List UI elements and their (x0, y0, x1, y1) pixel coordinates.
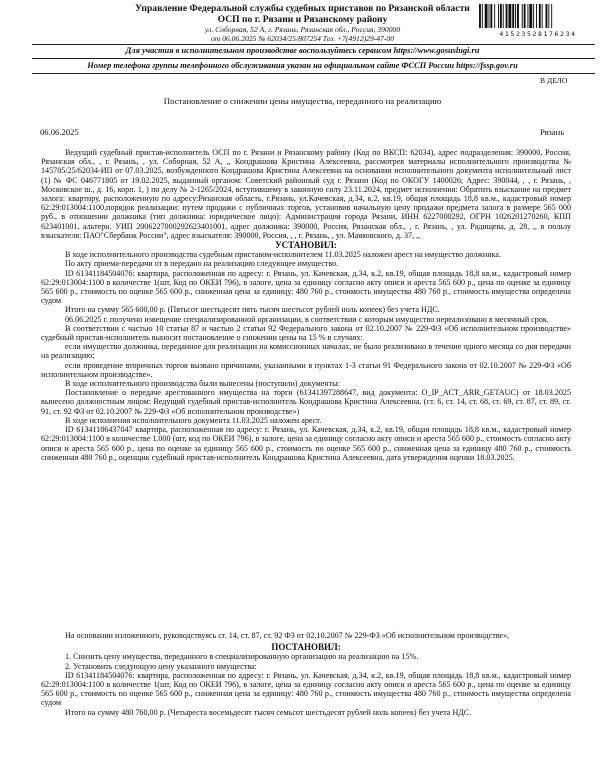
barcode-bar (508, 4, 511, 28)
barcode-bar (479, 4, 481, 28)
barcode-bar (539, 4, 541, 28)
body-paragraph: Итого на сумму 480 760,00 р. (Четыреста восемьдесят тысяч семьсот шестьдесят рублей ноль копеек) без учета НДС. (65, 707, 472, 717)
header-divider (32, 73, 595, 74)
body-paragraph: 06.06.2025 г. получено извещение специализированной организации, в соответствии с которым имущество нереализовано в месячный срок. (65, 314, 549, 324)
body-paragraph: Итого на сумму 565 600,00 р. (Пятьсот шестьдесят пять тысяч шестьсот рублей ноль копеек) без учета НДС. (65, 305, 440, 315)
department-address: ул. Соборная, 52 А, г. Рязань, Рязанская обл., Россия, 390000 (204, 25, 401, 34)
barcode-bar (489, 4, 490, 28)
barcode-bar (498, 4, 499, 28)
barcode (478, 4, 598, 28)
barcode-bar (482, 4, 483, 28)
barcode-bar (542, 4, 543, 28)
agency-name: Управление Федеральной службы судебных приставов по Рязанской области (135, 3, 470, 14)
resolved-heading: ПОСТАНОВИЛ: (271, 642, 341, 653)
body-paragraph: На основании изложенного, руководствуясь ст. 14, ст. 87, ст. 92 ФЗ от 02.10.2007 № 229-ФЗ «Об исполнительном производстве», (65, 631, 510, 640)
header-divider (32, 58, 595, 59)
property-item: ID 61341184504076: квартира, расположенная по адресу: г. Рязань, ул. Качевская, д.34, к.2, кв.19, общая площадь 18,8 кв.м., кадастровый номер 62:29:013004:1100 в количестве 1(шт, Код по ОКЕИ 796), в залоге, цена за единицу согласно акту описи и ареста 565 600 р., цена по оценке за единицу 565 600 р., стоимость по оценке 565 600 р., сниженная цена за единицу: 480 760 р., стоимость имущества 480 760 р., стоимость имущества определена судом (41, 670, 571, 708)
barcode-bar (506, 4, 508, 28)
resolution-item: 1. Снизить цену имущества, переданного в специализированную организацию на реализацию на 15%. (65, 652, 419, 662)
barcode-bar (503, 4, 504, 28)
barcode-bar (533, 4, 534, 28)
document-city: Рязань (540, 127, 565, 137)
barcode-bar (512, 4, 514, 28)
department-name: ОСП по г. Рязани и Рязанскому району (217, 14, 388, 25)
property-item: ID 61341186437047 квартира, расположенная по адресу: г. Рязань, ул. Качевская, д.34, к.2, кв.19, общая площадь 18,8 кв.м., кадастровый номер 62:29:013004:1100 в количестве 1.000 (шт, код по ОКЕИ 796), в залоге, цена за единицу согласно акту описи и ареста 565 600 р., стоимость согласно акту описи и ареста 565 600 р., цена по оценке за единицу 565 600 р., стоимость по оценке 565 600 р., сниженная цена за единицу 480 760 р., стоимость сниженная 480 760 р., оценщик судебный пристав-исполнитель Кондрашова Кристина Алексеевна, дата утверждения оценки 18.03.2025. (41, 425, 571, 462)
document-date: 06.06.2025 (40, 127, 79, 137)
resolution-item: 2. Установить следующую цену указанного имущества: (65, 661, 257, 671)
barcode-bar (527, 4, 528, 28)
filing-mark: В ДЕЛО (540, 76, 568, 85)
body-paragraph: По акту приема-передачи от в передано на реализацию следующее имущество. (65, 259, 339, 269)
barcode-bar (524, 4, 526, 28)
barcode-bar (546, 4, 548, 28)
barcode-number: 41523528176234 (499, 30, 577, 38)
document-title: Постановление о снижении цены имущества, переданного на реализацию (163, 96, 442, 106)
phone-notice: Номер телефона группы телефонного обслуживания указан на официальном сайте ФССП России https://fssp.gov.ru (87, 61, 518, 70)
barcode-bar (485, 4, 488, 28)
barcode-bar (515, 4, 516, 28)
document-reference: от 06.06.2025 № 62034/25/807254 Тел. +7(4912)29-47-00 (210, 34, 395, 43)
barcode-bar (536, 4, 537, 28)
body-paragraph: В ходе исполнительного производства судебным приставом-исполнителем 11.03.2025 наложен арест на имущество должника. (65, 250, 501, 260)
document-body (41, 148, 571, 462)
barcode-bar (529, 4, 532, 28)
barcode-bar (517, 4, 519, 28)
barcode-bar (548, 4, 549, 28)
header-divider (32, 44, 595, 45)
body-paragraph: В ходе исполнения исполнительного документа 11.03.2025 наложен арест. (65, 415, 322, 425)
barcode-bar (522, 4, 523, 28)
body-paragraph: если проведение вторичных торгов вызвано причинами, указанными в пунктах 1-3 статьи 91 Федерального закона от 02.10.2007 № 229-ФЗ «Об исполнительном производстве». (41, 360, 571, 379)
barcode-bar (490, 4, 492, 28)
intro-paragraph: Ведущий судебный пристав-исполнитель ОСП по г. Рязани и Рязанскому району (Код по ВКСП: 62034), адрес подразделения: 390000, Россия, Рязанская обл., , г. Рязань, , ул. Соборная, 52 А, ,, Кондрашова Кристина Алексеевна, рассмотрев материалы исполнительного производства № 145705/25/62034-ИП от 07.03.2025, возбужденного Кондрашова Кристина Алексеевна на основании исполнительного документа исполнительный лист (1) № ФС 046771805 от 19.02.2025, выданный органом: Советский районный суд г. Рязани (Код по ОКОГУ 1400026; Адрес: 390044, , , г. Рязань, , Московское ш., д. 16, корп. 1, ) по делу № 2-1265/2024, вступившему в законную силу 23.11.2024, предмет исполнения: Обратить взыскание на предмет залога: квартиру, расположенную по адресу:Рязанская область, г.Рязань, ул.Качевская, д.34, к.2, кв.19, общая площадь 18,8 кв.м., кадастровый номер 62:29:013004:1100,порядок реализации: путем продажи с публичных торгов, установив начальную цену продажи предмета залога в размере 565 000 руб., в отношении должника (тип должника: юридическое лицо): Администрация города Рязани, ИНН 6227000292, ОГРН 1026201270260, КПП 623401001, альтерн. УИП 2006227000292623401001, адрес должника: 390000, Россия, Рязанская обл., , г. Рязань, , ул. Радищева, д. 28, ,, в пользу взыскателя: ПАО"Сбербанк России", адрес взыскателя: 390000, Россия, , , г. Рязань, , ул. Маяковского, д. 37, ,, (41, 148, 571, 240)
document-body (41, 631, 571, 717)
established-heading: УСТАНОВИЛ: (275, 240, 337, 251)
barcode-bar (494, 4, 495, 28)
barcode-bar (551, 4, 552, 28)
barcode-bar (500, 4, 502, 28)
body-paragraph: если имущество должника, переданное для реализации на комиссионных началах, не было реализовано в течение одного месяца со дня передачи на реализацию; (41, 342, 571, 361)
gosuslugi-notice: Для участия в исполнительном производстве воспользуйтесь сервисом https://www.gosuslugi.ru (125, 46, 480, 55)
body-paragraph: Постановление о передаче арестованного имущества на торги (61341397288647, вид документа: O_IP_ACT_ARR_GETAUC) от 18.03.2025 вынесено должностным лицом: Ведущий судебный пристав-исполнитель Кондрашова Кристина Алексеевна. (ст. 6, ст. 14, ст. 68, ст. 69, ст. 87, ст. 89, ст. 91, ст. 92 ФЗ от 02.10.2007 № 229-ФЗ «Об исполнительном производстве») (41, 388, 571, 416)
property-item: ID 61341184504076: квартира, расположенная по адресу: г. Рязань, ул. Качевская, д.34, к.2, кв.19, общая площадь 18,8 кв.м., кадастровый номер 62:29:013004:1100 в количестве 1(шт, Код по ОКЕИ 796), в залоге, цена за единицу согласно акту описи и ареста 565 600 р., цена по оценке за единицу 565 600 р., стоимость по оценке 565 600 р., сниженная цена за единицу: 480 760 р., стоимость имущества 480 760 р., стоимость имущества определена судом (41, 268, 571, 306)
body-paragraph: В ходе исполнительного производства были вынесены (поступили) документы: (65, 379, 340, 389)
body-paragraph: В соответствии с частью 10 статьи 87 и частью 2 статьи 92 Федерального закона от 02.10.2007 № 229-ФЗ «Об исполнительном производстве» судебный пристав-исполнитель выносит постановление о снижении цены на 15 % в случаях: (41, 323, 571, 343)
